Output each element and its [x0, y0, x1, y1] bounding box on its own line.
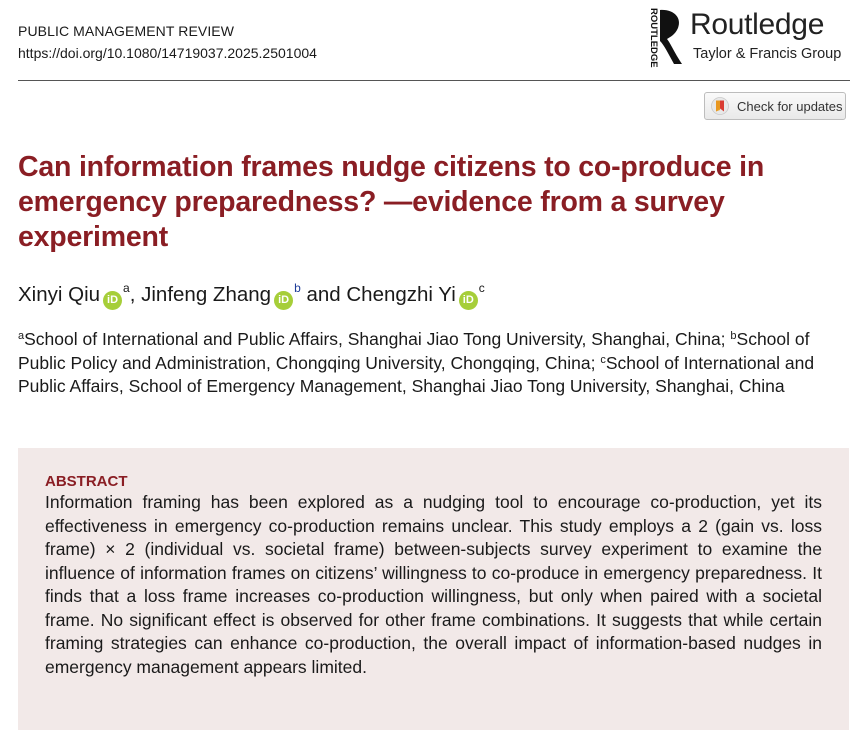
header-divider: [18, 80, 850, 81]
abstract-box: [18, 448, 849, 730]
routledge-vertical-text: ROUTLEDGE: [648, 8, 659, 68]
publisher-logo[interactable]: [640, 4, 855, 70]
publisher-group: Taylor & Francis Group: [693, 46, 842, 62]
affiliations: [18, 328, 853, 399]
affiliation-sup: c: [600, 353, 606, 366]
affiliation-text: School of International and Public Affairs, School of Emergency Management, Shanghai Jiao Tong University, Shanghai, China: [18, 352, 815, 396]
article-title: Can information frames nudge citizens to co-produce in emergency preparedness? —evidence from a survey experiment: [18, 151, 765, 253]
affiliation-sup: b: [730, 330, 737, 342]
author-separator: ,: [129, 283, 142, 306]
affiliation-marker[interactable]: a: [123, 281, 130, 295]
publisher-name: Routledge: [690, 8, 825, 41]
abstract-heading: ABSTRACT: [45, 473, 128, 490]
check-for-updates-button[interactable]: [704, 92, 846, 120]
author-list: [18, 281, 485, 310]
affiliation-text: School of International and Public Affairs, Shanghai Jiao Tong University, Shanghai, China;: [24, 329, 731, 349]
affiliation-marker[interactable]: c: [478, 281, 485, 295]
author-name: Chengzhi Yi: [346, 283, 456, 306]
orcid-icon[interactable]: iD: [459, 291, 478, 310]
orcid-icon[interactable]: iD: [103, 291, 122, 310]
abstract-text: Information framing has been explored as a nudging tool to encourage co-production, yet its effectiveness in emergency co-production remains unclear. This study employs a 2 (gain vs. loss frame) × 2 (individual vs. societal frame) between-subjects survey experiment to examine the influence of information frames on citizens’ willingness to co-produce in emergency preparedness. It finds that a loss frame increases co-production willingness, but only when paired with a societal frame. No significant effect is observed for other frame combinations. It suggests that while certain framing strategies can enhance co-production, the overall impact of information-based nudges in emergency management appears limited.: [45, 492, 822, 677]
crossmark-icon: [711, 97, 729, 115]
author-separator: and: [300, 283, 347, 306]
orcid-icon[interactable]: iD: [274, 291, 293, 310]
affiliation-sup: a: [18, 330, 25, 342]
journal-name: PUBLIC MANAGEMENT REVIEW: [18, 23, 235, 39]
doi-link[interactable]: https://doi.org/10.1080/14719037.2025.2501004: [18, 45, 317, 61]
check-for-updates-label: Check for updates: [737, 98, 843, 114]
author-name: Xinyi Qiu: [18, 283, 101, 306]
affiliation-text: School of Public Policy and Administration, Chongqing University, Chongqing, China;: [18, 329, 810, 373]
affiliation-marker[interactable]: b: [294, 281, 301, 295]
routledge-mark-icon: [640, 6, 684, 68]
author-name: Jinfeng Zhang: [141, 283, 272, 306]
